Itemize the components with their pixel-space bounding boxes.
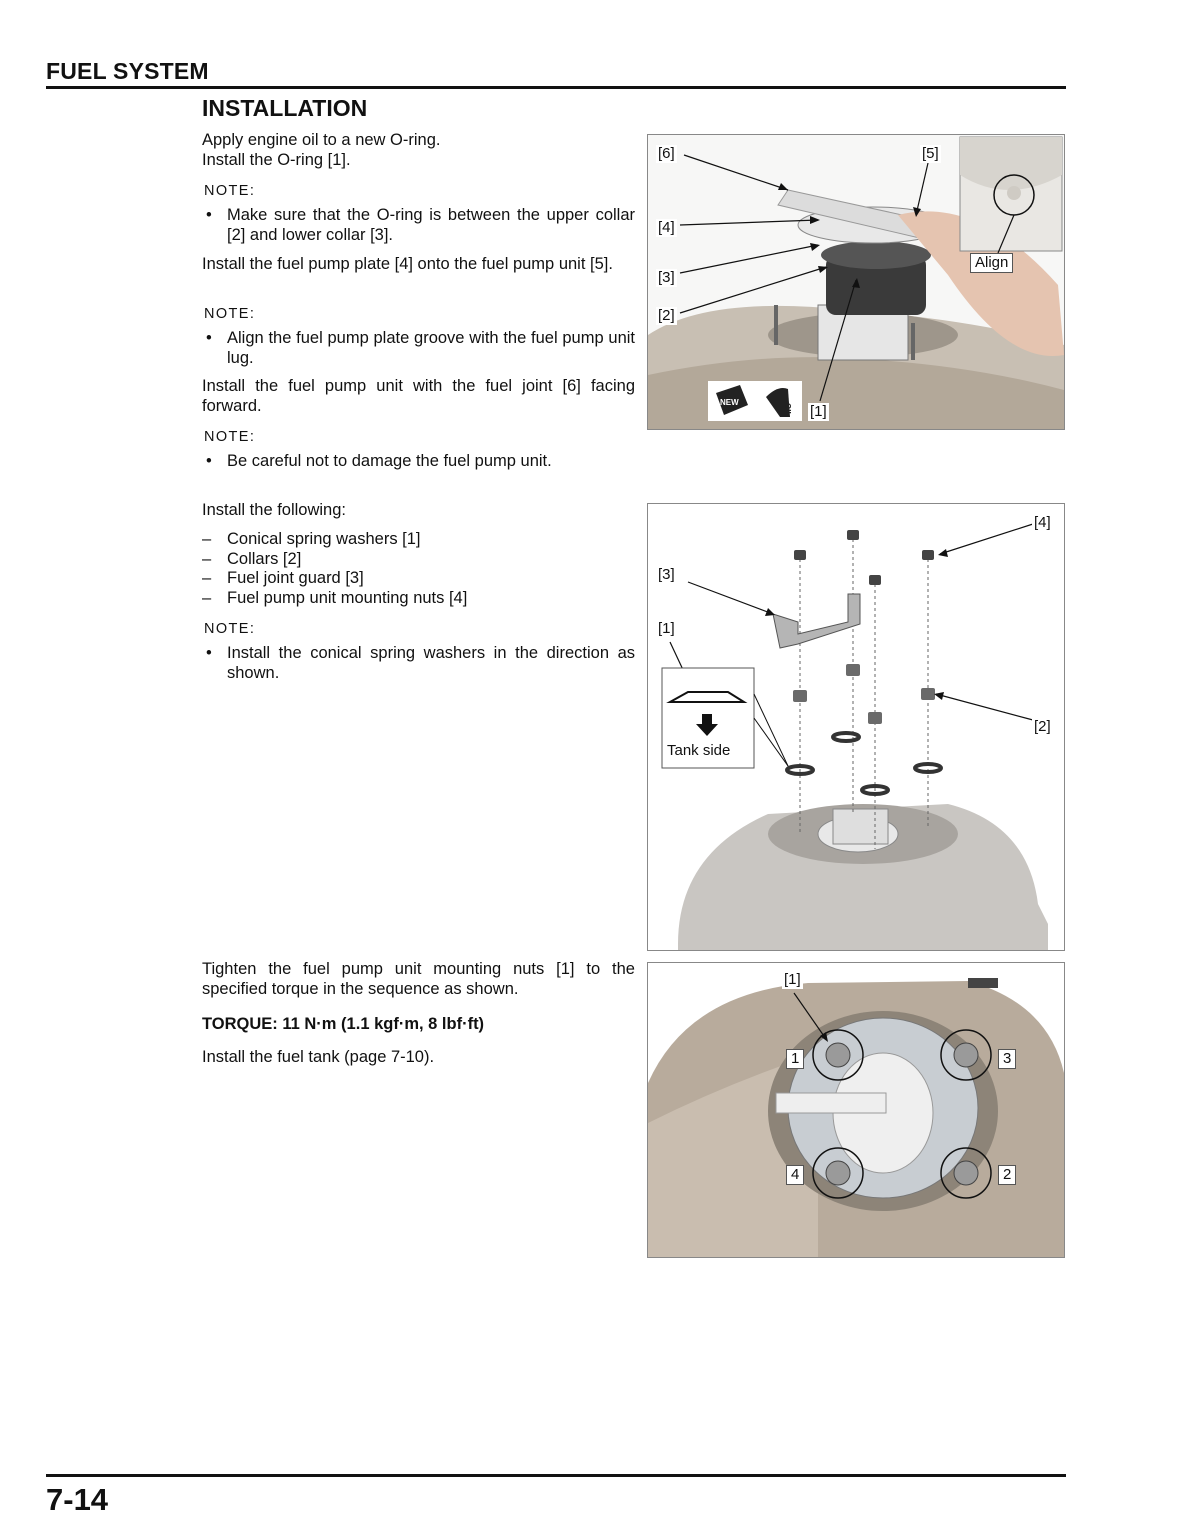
figure-exploded-view (647, 503, 1065, 951)
note-bullet (202, 205, 635, 245)
header-rule (46, 86, 1066, 89)
bullet-dot: • (206, 329, 212, 347)
sequence-number: 4 (786, 1165, 804, 1185)
sequence-number: 3 (998, 1049, 1016, 1069)
callout-6: [6] (658, 145, 675, 162)
callout-5: [5] (922, 145, 939, 162)
note-bullet (202, 451, 635, 471)
list-item-text: Collars [2] (227, 550, 302, 568)
callout-2: [2] (1034, 718, 1051, 735)
note-bullet (202, 643, 635, 683)
bullet-dot: • (206, 644, 212, 662)
sequence-number: 2 (998, 1165, 1016, 1185)
callout-1: [1] (658, 620, 675, 637)
page-heading: INSTALLATION (202, 95, 368, 121)
callout-1: [1] (810, 403, 827, 420)
step3-para2: Install the fuel tank (page 7-10). (202, 1048, 435, 1066)
callout-3: [3] (658, 269, 675, 286)
new-badge: NEW (720, 398, 739, 407)
figure-drawing (648, 135, 1064, 429)
footer-rule (46, 1474, 1066, 1477)
tank-side-label: Tank side (667, 742, 731, 759)
sequence-number: 1 (786, 1049, 804, 1069)
step1-line2: Install the O-ring [1]. (202, 151, 351, 169)
list-item (202, 588, 467, 608)
list-item (202, 529, 421, 549)
section-title: FUEL SYSTEM (46, 58, 209, 84)
note-label: NOTE: (204, 183, 256, 199)
callout-1: [1] (784, 971, 801, 988)
note-label: NOTE: (204, 621, 256, 637)
align-label: Align (970, 253, 1013, 273)
note-bullet (202, 328, 635, 368)
dash-mark: – (202, 569, 212, 587)
step1-line1: Apply engine oil to a new O-ring. (202, 131, 441, 149)
note-text: Install the conical spring washers in the direction as shown. (227, 644, 635, 682)
list-item (202, 568, 364, 588)
figure-torque-sequence (647, 962, 1065, 1258)
oil-badge: OIL (783, 403, 792, 417)
note-label: NOTE: (204, 306, 256, 322)
note-text: Be careful not to damage the fuel pump unit. (227, 452, 552, 470)
torque-spec: TORQUE: 11 N·m (1.1 kgf·m, 8 lbf·ft) (202, 1015, 485, 1033)
callout-4: [4] (658, 219, 675, 236)
note-text: Align the fuel pump plate groove with the fuel pump unit lug. (227, 329, 635, 367)
figure-drawing (648, 963, 1064, 1257)
callout-3: [3] (658, 566, 675, 583)
note-label: NOTE: (204, 429, 256, 445)
note-text: Make sure that the O-ring is between the upper collar [2] and lower collar [3]. (227, 206, 635, 244)
step1-para3: Install the fuel pump unit with the fuel joint [6] facing forward. (202, 377, 635, 415)
dash-mark: – (202, 530, 212, 548)
bullet-dot: • (206, 206, 212, 224)
callout-2: [2] (658, 307, 675, 324)
step2-intro: Install the following: (202, 501, 346, 519)
list-item-text: Conical spring washers [1] (227, 530, 421, 548)
list-item (202, 549, 301, 569)
figure-fuel-pump-install (647, 134, 1065, 430)
callout-4: [4] (1034, 514, 1051, 531)
step3-para1: Tighten the fuel pump unit mounting nuts [1] to the specified torque in the sequence as shown. (202, 960, 635, 998)
dash-mark: – (202, 550, 212, 568)
bullet-dot: • (206, 452, 212, 470)
figure-drawing (648, 504, 1064, 950)
list-item-text: Fuel pump unit mounting nuts [4] (227, 589, 468, 607)
step1-para2: Install the fuel pump plate [4] onto the fuel pump unit [5]. (202, 255, 613, 273)
list-item-text: Fuel joint guard [3] (227, 569, 364, 587)
page-number: 7-14 (46, 1482, 109, 1517)
dash-mark: – (202, 589, 212, 607)
